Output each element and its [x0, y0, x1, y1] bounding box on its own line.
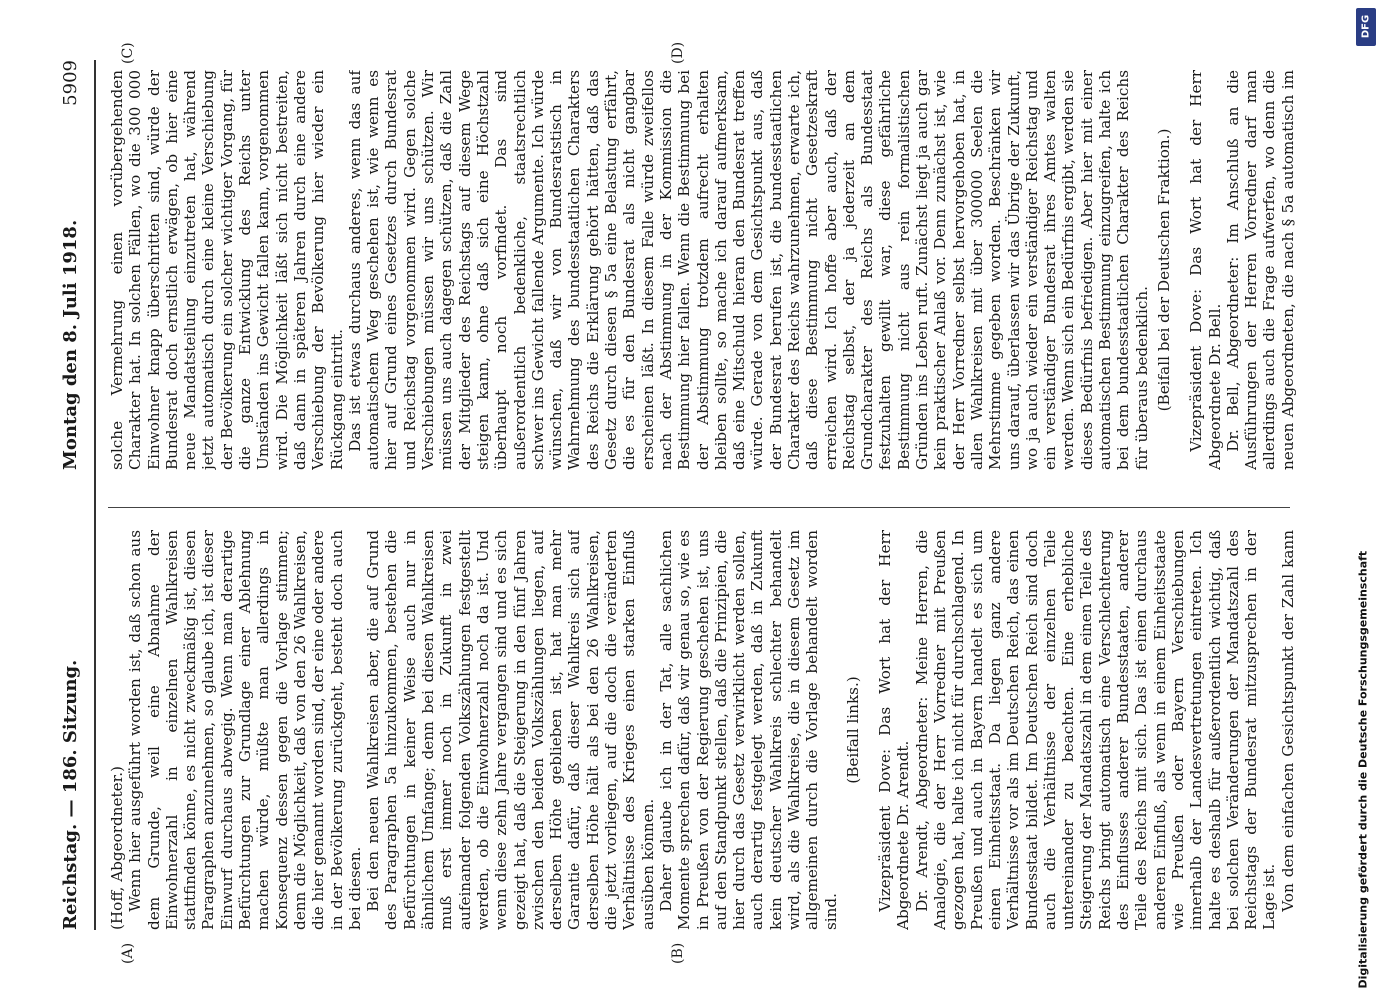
chair-announcement: Vizepräsident Dove: Das Wort hat der Herr Abgeordnete Dr. Bell. — [1187, 70, 1224, 470]
paragraph: Von dem einfachen Gesichtspunkt der Zahl kann — [1278, 530, 1297, 912]
paragraph: Bei den neuen Wahlkreisen aber, die auf Grund des Paragraphen 5a hinzukommen, bestehen die Befürchtungen in keiner Weise auch nur in ähnlichem Umfange; denn bei diesen Wahlkreisen muß erst immer noch in Zukunft in zwei aufeinander folgenden Volkszählungen festgestellt werden, ob die Einwohnerzahl noch da ist. Und wenn diese zehn Jahre vergangen sind und es sich gezeigt hat, daß die Steigerung in den fünf Jahren zwischen den beiden Volkszählungen liegen, auf derselben Höhe geblieben ist, hat man mehr Garantie dafür, daß dieser Wahlkreis sich auf derselben Höhe hält als bei den 26 Wahlkreisen, die jetzt vorliegen, auf die doch die veränderten Verhältnisse des Krieges einen starken Einfluß ausüben können. — [364, 530, 657, 930]
applause-note: (Beifall links.) — [843, 676, 862, 784]
paragraph: Dr. Bell, Abgeordneter: Im Anschluß an die Ausführungen der Herren Vorredner darf man allerdings auch die Frage aufwerfen, wo denn die neuen Abgeordneten, die nach § 5a automatisch im — [1223, 70, 1297, 470]
paragraph: Wenn hier ausgeführt worden ist, daß schon aus dem Grunde, weil eine Abnahme der Einwohnerzahl in einzelnen Wahlkreisen stattfinden könne, es nicht zweckmäßig ist, diesen Paragraphen anzunehmen, so glaube ich, ist dieser Einwurf durchaus abwegig. Wenn man derartige Befürchtungen zur Grundlage einer Ablehnung machen würde, müßte man allerdings in Konsequenz dessen gegen die Vorlage stimmen; denn die Möglichkeit, daß von den 26 Wahlkreisen, die hier genannt worden sind, der eine oder andere in der Bevölkerung zurückgeht, besteht doch auch bei diesen. — [126, 530, 364, 930]
column-divider — [108, 507, 1290, 508]
header-date: Montag den 8. Juli 1918. — [60, 219, 81, 470]
header-title: Reichstag. — 186. Sitzung. — [60, 659, 81, 930]
paragraph: Dr. Arendt, Abgeordneter: Meine Herren, die Analogie, die der Herr Vorredner mit Preußen gezogen hat, halte ich nicht für durchschlagend. In Preußen und auch in Bayern handelt es sich um einen Einheitsstaat. Da liegen ganz andere Verhältnisse vor als im Deutschen Reich, das einen Bundesstaat bildet. Im Deutschen Reich sind doch auch die Verhältnisse der einzelnen Teile untereinander zu beachten. Eine erhebliche Steigerung der Mandatszahl in dem einen Teile des Reichs bringt automatisch eine Verschlechterung des Einflusses anderer Bundesstaaten, anderer Teile des Reichs mit sich. Das ist einen durchaus anderen Einfluß, als wenn in einem Einheitsstaate wie Preußen oder Bayern Verschiebungen innerhalb der Landesvertretungen eintreten. Ich halte es deshalb für außerordentlich wichtig, daß bei solchen Veränderungen der Mandatszahl des Reichstags der Bundesrat mitzusprechen in der Lage ist. — [912, 530, 1279, 930]
paragraph: Daher glaube ich in der Tat, alle sachlichen Momente sprechen dafür, daß wir genau so, wie es in Preußen von der Regierung geschehen ist, uns auf den Standpunkt stellen, daß die Prinzipien, die hier durch das Gesetz verwirklicht werden sollen, auch derartig festgelegt werden, daß in Zukunft kein deutscher Wahlkreis schlechter behandelt wird, als die Wahlkreise, die in diesem Gesetz im allgemeinen durch die Vorlage behandelt worden sind. — [656, 530, 840, 930]
digitization-credit — [1350, 10, 1376, 990]
marker-b: (B) — [670, 942, 686, 964]
rotated-page — [30, 30, 1350, 970]
applause-note: (Beifall bei der Deutschen Fraktion.) — [1154, 128, 1173, 412]
credit-text: Digitalisierung gefördert durch die Deutsche Forschungsgemeinschaft — [1356, 550, 1370, 989]
column-right — [108, 70, 1298, 470]
column-left — [108, 530, 1298, 930]
paragraph: Das ist etwas durchaus anderes, wenn das auf automatischem Weg geschehen ist, wie wenn es hier auf Grund eines Gesetzes durch Bundesrat und Reichstag vorgenommen wird. Gegen solche Verschiebungen müssen wir uns schützen. Wir müssen uns auch dagegen schützen, daß die Zahl der Mitglieder des Reichstags auf diesem Wege steigen kann, ohne daß sich eine Höchstzahl überhaupt noch vorfindet. Das sind außerordentlich bedenkliche, staatsrechtlich schwer ins Gewicht fallende Argumente. Ich würde wünschen, daß wir von Bundesratstisch in Wahrnehmung des bundesstaatlichen Charakters des Reichs die Erklärung gehört hätten, daß das Gesetz durch diesen § 5a eine Belastung erfährt, die es für den Bundesrat als nicht gangbar erscheinen läßt. In diesem Falle würde zweifellos nach der Abstimmung in der Kommission die Bestimmung hier fallen. Wenn die Bestimmung bei der Abstimmung trotzdem aufrecht erhalten bleiben sollte, so mache ich darauf aufmerksam, daß eine Mitschuld hieran den Bundesrat treffen würde. Gerade von dem Gesichtspunkt aus, daß der Bundesrat berufen ist, die bundesstaatlichen Charakter des Reichs wahrzunehmen, erwarte ich, daß diese Bestimmung nicht Gesetzeskraft erreichen wird. Ich hoffe aber auch, daß der Reichstag selbst, der ja jederzeit an dem Grundcharakter des Reichs als Bundesstaat festzuhalten gewillt war, diese gefährliche Bestimmung nicht aus rein formalistischen Gründen ins Leben ruft. Zunächst liegt ja auch gar kein praktischer Anlaß vor. Denn zunächst ist, wie der Herr Vorredner selbst hervorgehoben hat, in allen Wahlkreisen mit über 300000 Seelen die Mehrstimme gegeben worden. Beschränken wir uns darauf, überlassen wir das Übrige der Zukunft, wo ja auch wieder ein verständiger Reichstag und ein verständiger Bundesrat ihres Amtes walten werden. Wenn sich ein Bedürfnis ergibt, werden sie dieses Bedürfnis befriedigen. Aber hier mit einer automatischen Bestimmung einzugreifen, halte ich bei dem bundesstaatlichen Charakter des Reichs für überaus bedenklich. — [345, 70, 1151, 470]
marker-d: (D) — [670, 41, 686, 64]
page-number: 5909 — [60, 60, 81, 106]
chair-announcement: Vizepräsident Dove: Das Wort hat der Herr Abgeordnete Dr. Arendt. — [876, 530, 913, 930]
page-header — [60, 60, 94, 930]
marker-a: (A) — [120, 942, 136, 964]
speaker-note: (Hoff, Abgeordneter.) — [108, 766, 126, 930]
dfg-logo-text: DFG — [1360, 14, 1372, 39]
marker-c: (C) — [120, 42, 136, 64]
header-rule — [94, 60, 96, 930]
paragraph: solche Vermehrung einen vorübergehenden Charakter hat. In solchen Fällen, wo die 300 000 Einwohner knapp überschritten sind, würde der Bundesrat doch ernstlich erwägen, ob hier eine neue Mandatsteilung einzutreten hat, während jetzt automatisch durch eine kleine Verschiebung der Bevölkerung ein solcher wichtiger Vorgang, für die ganze Entwicklung des Reichs unter Umständen ins Gewicht fallen kann, vorgenommen wird. Die Möglichkeit läßt sich nicht bestreiten, daß dann in späteren Jahren durch eine andere Verschiebung der Bevölkerung hier wieder ein Rückgang eintritt. — [108, 70, 346, 470]
